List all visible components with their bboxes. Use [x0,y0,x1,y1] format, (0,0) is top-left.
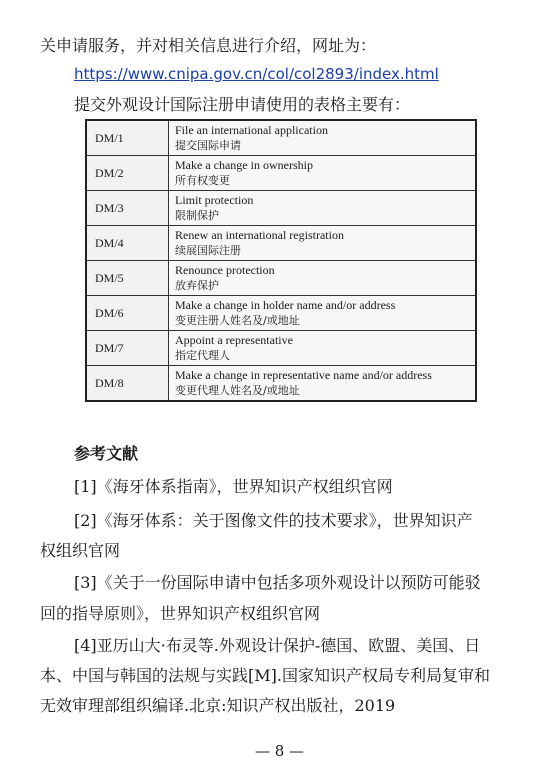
table-row [86,261,476,296]
form-code-cell: DM/6 [86,296,169,331]
form-description-cell [169,191,477,226]
form-code-cell: DM/1 [86,120,169,156]
form-description-english: Make a change in representative name and/or address [175,368,432,382]
form-description-chinese: 所有权变更 [175,174,230,187]
reference-4-line-2: 本、中国与韩国的法规与实践[M].国家知识产权局专利局复审和 [40,666,490,685]
form-description-cell [169,261,477,296]
form-description-cell [169,120,477,156]
reference-3-line-2: 回的指导原则》，世界知识产权组织官网 [40,604,321,623]
table-row [86,120,476,156]
table-row [86,331,476,366]
form-description-english: File an international application [175,123,328,137]
form-code-cell: DM/8 [86,366,169,402]
reference-4-line-3: 无效审理部组织编译.北京:知识产权出版社，2019 [40,696,396,715]
form-description-chinese: 提交国际申请 [175,139,241,152]
form-description-cell [169,226,477,261]
form-description-cell [169,331,477,366]
form-description-chinese: 放弃保护 [175,279,219,292]
forms-table [85,119,477,402]
form-code-cell: DM/3 [86,191,169,226]
table-row [86,226,476,261]
table-row [86,296,476,331]
forms-intro-text: 提交外观设计国际注册申请使用的表格主要有： [74,95,411,114]
reference-2-line-2: 权组织官网 [40,541,121,560]
form-description-chinese: 限制保护 [175,209,219,222]
form-code-cell: DM/4 [86,226,169,261]
form-code-cell: DM/5 [86,261,169,296]
table-row [86,366,476,402]
page-number: — 8 — [254,742,305,760]
table-row [86,191,476,226]
form-description-chinese: 指定代理人 [175,349,230,362]
form-description-chinese: 变更注册人姓名及/或地址 [175,314,300,327]
form-description-english: Renounce protection [175,263,275,277]
form-code-cell: DM/2 [86,156,169,191]
table-row [86,156,476,191]
reference-4-line-1: [4]亚历山大·布灵等.外观设计保护-德国、欧盟、美国、日 [74,636,481,655]
form-description-english: Appoint a representative [175,333,293,347]
form-description-chinese: 续展国际注册 [175,244,241,257]
reference-3-line-1: [3]《关于一份国际申请中包括多项外观设计以预防可能驳 [74,573,481,592]
form-description-cell [169,366,477,402]
cnipa-link[interactable]: https://www.cnipa.gov.cn/col/col2893/index.html [74,65,439,83]
form-description-cell [169,296,477,331]
form-description-english: Make a change in ownership [175,158,313,172]
reference-1: [1]《海牙体系指南》，世界知识产权组织官网 [74,477,393,496]
form-description-english: Make a change in holder name and/or address [175,298,396,312]
intro-text: 关申请服务，并对相关信息进行介绍，网址为： [40,36,377,55]
form-code-cell: DM/7 [86,331,169,366]
form-description-english: Limit protection [175,193,254,207]
form-description-chinese: 变更代理人姓名及/或地址 [175,384,300,397]
reference-2-line-1: [2]《海牙体系：关于图像文件的技术要求》，世界知识产 [74,511,473,530]
form-description-cell [169,156,477,191]
references-heading: 参考文献 [74,444,139,463]
form-description-english: Renew an international registration [175,228,344,242]
